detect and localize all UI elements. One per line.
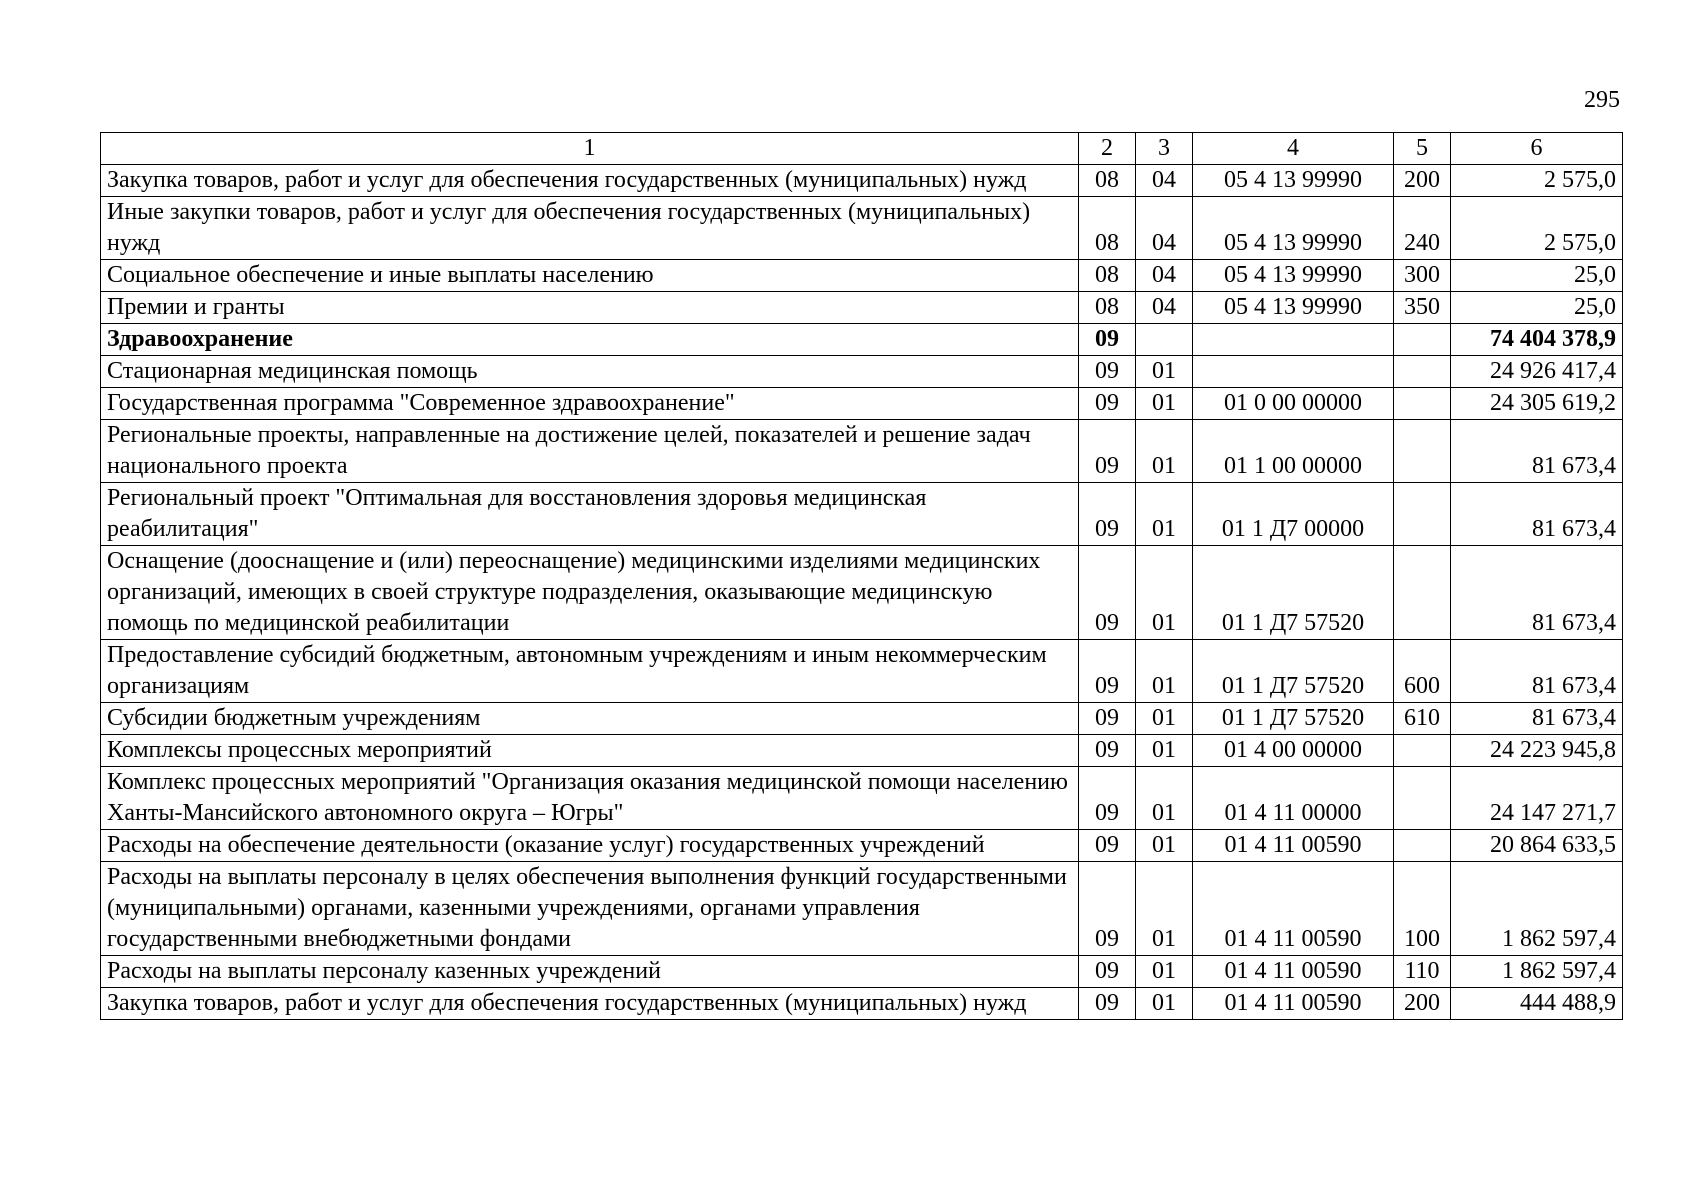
subsection-code-cell: 01 [1136, 640, 1193, 703]
expense-type-cell: 600 [1394, 640, 1451, 703]
table-row [101, 356, 1623, 388]
header-row [101, 133, 1623, 165]
table-row [101, 388, 1623, 420]
column-header-1: 1 [101, 133, 1079, 165]
amount-cell: 81 673,4 [1451, 483, 1623, 546]
expense-type-cell [1394, 830, 1451, 862]
amount-cell: 74 404 378,9 [1451, 324, 1623, 356]
expense-type-cell [1394, 546, 1451, 640]
expense-type-cell [1394, 356, 1451, 388]
column-header-3: 3 [1136, 133, 1193, 165]
row-name-cell: Здравоохранение [101, 324, 1079, 356]
row-name-cell: Иные закупки товаров, работ и услуг для обеспечения государственных (муниципальных) нужд [101, 197, 1079, 260]
section-code-cell: 08 [1079, 197, 1136, 260]
amount-cell: 81 673,4 [1451, 640, 1623, 703]
subsection-code-cell: 04 [1136, 165, 1193, 197]
section-code-cell: 09 [1079, 483, 1136, 546]
section-code-cell: 09 [1079, 988, 1136, 1020]
target-article-cell: 01 4 00 00000 [1193, 735, 1394, 767]
section-code-cell: 09 [1079, 767, 1136, 830]
target-article-cell: 05 4 13 99990 [1193, 292, 1394, 324]
row-name-cell: Закупка товаров, работ и услуг для обеспечения государственных (муниципальных) нужд [101, 988, 1079, 1020]
target-article-cell: 05 4 13 99990 [1193, 260, 1394, 292]
target-article-cell: 01 4 11 00590 [1193, 830, 1394, 862]
section-code-cell: 08 [1079, 165, 1136, 197]
amount-cell: 20 864 633,5 [1451, 830, 1623, 862]
target-article-cell: 01 1 Д7 57520 [1193, 640, 1394, 703]
column-header-6: 6 [1451, 133, 1623, 165]
subsection-code-cell: 01 [1136, 830, 1193, 862]
section-code-cell: 09 [1079, 735, 1136, 767]
row-name-cell: Расходы на обеспечение деятельности (оказание услуг) государственных учреждений [101, 830, 1079, 862]
expense-type-cell [1394, 388, 1451, 420]
expense-type-cell: 610 [1394, 703, 1451, 735]
row-name-cell: Субсидии бюджетным учреждениям [101, 703, 1079, 735]
amount-cell: 25,0 [1451, 292, 1623, 324]
row-name-cell: Оснащение (дооснащение и (или) переоснащение) медицинскими изделиями медицинских организаций, имеющих в своей структуре подразделения, оказывающие медицинскую помощь по медицинской реабилитации [101, 546, 1079, 640]
subsection-code-cell: 01 [1136, 988, 1193, 1020]
row-name-cell: Стационарная медицинская помощь [101, 356, 1079, 388]
expense-type-cell [1394, 767, 1451, 830]
target-article-cell: 01 0 00 00000 [1193, 388, 1394, 420]
section-code-cell: 08 [1079, 292, 1136, 324]
amount-cell: 24 147 271,7 [1451, 767, 1623, 830]
table-row [101, 292, 1623, 324]
expense-type-cell: 200 [1394, 165, 1451, 197]
row-name-cell: Региональные проекты, направленные на достижение целей, показателей и решение задач национального проекта [101, 420, 1079, 483]
subsection-code-cell: 01 [1136, 703, 1193, 735]
target-article-cell: 01 4 11 00590 [1193, 988, 1394, 1020]
budget-table [100, 132, 1623, 1020]
subsection-code-cell: 01 [1136, 420, 1193, 483]
section-code-cell: 09 [1079, 640, 1136, 703]
section-code-cell: 09 [1079, 830, 1136, 862]
table-row [101, 862, 1623, 956]
table-row [101, 703, 1623, 735]
expense-type-cell [1394, 735, 1451, 767]
section-code-cell: 09 [1079, 324, 1136, 356]
amount-cell: 444 488,9 [1451, 988, 1623, 1020]
amount-cell: 1 862 597,4 [1451, 956, 1623, 988]
row-name-cell: Премии и гранты [101, 292, 1079, 324]
row-name-cell: Расходы на выплаты персоналу в целях обеспечения выполнения функций государственными (муниципальными) органами, казенными учреждениями, органами управления государственными внебюджетными фондами [101, 862, 1079, 956]
row-name-cell: Социальное обеспечение и иные выплаты населению [101, 260, 1079, 292]
target-article-cell [1193, 356, 1394, 388]
expense-type-cell: 240 [1394, 197, 1451, 260]
amount-cell: 24 305 619,2 [1451, 388, 1623, 420]
table-row [101, 260, 1623, 292]
section-code-cell: 09 [1079, 546, 1136, 640]
subsection-code-cell: 01 [1136, 862, 1193, 956]
subsection-code-cell [1136, 324, 1193, 356]
subsection-code-cell: 01 [1136, 483, 1193, 546]
subsection-code-cell: 01 [1136, 388, 1193, 420]
table-row [101, 767, 1623, 830]
table-row [101, 546, 1623, 640]
expense-type-cell: 200 [1394, 988, 1451, 1020]
subsection-code-cell: 04 [1136, 260, 1193, 292]
target-article-cell: 01 1 Д7 57520 [1193, 703, 1394, 735]
column-header-5: 5 [1394, 133, 1451, 165]
page-number: 295 [1584, 87, 1620, 113]
row-name-cell: Комплексы процессных мероприятий [101, 735, 1079, 767]
subsection-code-cell: 01 [1136, 356, 1193, 388]
section-code-cell: 09 [1079, 703, 1136, 735]
table-row [101, 483, 1623, 546]
target-article-cell [1193, 324, 1394, 356]
amount-cell: 81 673,4 [1451, 546, 1623, 640]
table-row [101, 988, 1623, 1020]
table-row [101, 420, 1623, 483]
row-name-cell: Закупка товаров, работ и услуг для обеспечения государственных (муниципальных) нужд [101, 165, 1079, 197]
amount-cell: 24 926 417,4 [1451, 356, 1623, 388]
section-code-cell: 08 [1079, 260, 1136, 292]
subsection-code-cell: 04 [1136, 197, 1193, 260]
target-article-cell: 01 4 11 00590 [1193, 862, 1394, 956]
expense-type-cell: 300 [1394, 260, 1451, 292]
row-name-cell: Расходы на выплаты персоналу казенных учреждений [101, 956, 1079, 988]
subsection-code-cell: 01 [1136, 735, 1193, 767]
table-row [101, 324, 1623, 356]
row-name-cell: Комплекс процессных мероприятий "Организация оказания медицинской помощи населению Ханты-Мансийского автономного округа – Югры" [101, 767, 1079, 830]
section-code-cell: 09 [1079, 420, 1136, 483]
table-body [101, 165, 1623, 1020]
table-row [101, 197, 1623, 260]
section-code-cell: 09 [1079, 356, 1136, 388]
subsection-code-cell: 01 [1136, 767, 1193, 830]
expense-type-cell [1394, 483, 1451, 546]
target-article-cell: 05 4 13 99990 [1193, 197, 1394, 260]
expense-type-cell [1394, 324, 1451, 356]
table-row [101, 956, 1623, 988]
column-header-2: 2 [1079, 133, 1136, 165]
expense-type-cell: 110 [1394, 956, 1451, 988]
table-row [101, 165, 1623, 197]
row-name-cell: Предоставление субсидий бюджетным, автономным учреждениям и иным некоммерческим организациям [101, 640, 1079, 703]
amount-cell: 2 575,0 [1451, 197, 1623, 260]
column-header-4: 4 [1193, 133, 1394, 165]
amount-cell: 25,0 [1451, 260, 1623, 292]
amount-cell: 81 673,4 [1451, 420, 1623, 483]
row-name-cell: Государственная программа "Современное здравоохранение" [101, 388, 1079, 420]
target-article-cell: 05 4 13 99990 [1193, 165, 1394, 197]
target-article-cell: 01 4 11 00590 [1193, 956, 1394, 988]
subsection-code-cell: 04 [1136, 292, 1193, 324]
section-code-cell: 09 [1079, 862, 1136, 956]
subsection-code-cell: 01 [1136, 956, 1193, 988]
amount-cell: 2 575,0 [1451, 165, 1623, 197]
section-code-cell: 09 [1079, 388, 1136, 420]
amount-cell: 1 862 597,4 [1451, 862, 1623, 956]
expense-type-cell: 350 [1394, 292, 1451, 324]
subsection-code-cell: 01 [1136, 546, 1193, 640]
amount-cell: 81 673,4 [1451, 703, 1623, 735]
target-article-cell: 01 1 00 00000 [1193, 420, 1394, 483]
table-row [101, 830, 1623, 862]
row-name-cell: Региональный проект "Оптимальная для восстановления здоровья медицинская реабилитация" [101, 483, 1079, 546]
expense-type-cell [1394, 420, 1451, 483]
table-row [101, 640, 1623, 703]
target-article-cell: 01 1 Д7 57520 [1193, 546, 1394, 640]
section-code-cell: 09 [1079, 956, 1136, 988]
target-article-cell: 01 1 Д7 00000 [1193, 483, 1394, 546]
table-row [101, 735, 1623, 767]
expense-type-cell: 100 [1394, 862, 1451, 956]
amount-cell: 24 223 945,8 [1451, 735, 1623, 767]
target-article-cell: 01 4 11 00000 [1193, 767, 1394, 830]
